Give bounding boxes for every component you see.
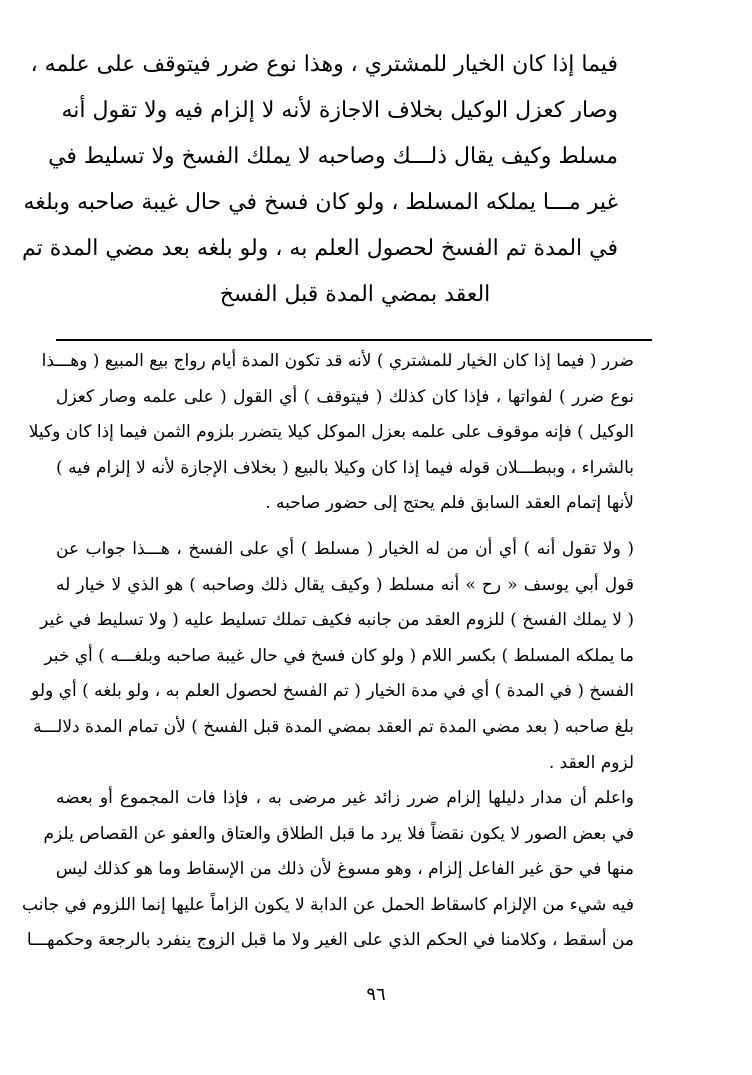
commentary-line: الفسخ ( في المدة ) أي في مدة الخيار ( تم الفسخ لحصول العلم به ، ولو بلغه ) أي ولو [31, 681, 634, 702]
commentary-line: لأنها إتمام العقد السابق فلم يحتج إلى حضور صاحبه . [265, 493, 634, 514]
commentary-line: ( لا يملك الفسخ ) للزوم العقد من جانبه فكيف تملك تسليط عليه ( ولا تسليط في غير [40, 610, 634, 631]
commentary-line: فيه شيء من الإلزام كاسقاط الحمل عن الدابة لا يكون الزاماً عليها إنما اللزوم في جانب [22, 894, 634, 915]
commentary-line: بالشراء ، وببطـــلان قوله فيما إذا كان وكيلا بالبيع ( بخلاف الإجازة لأنه لا إلزام فيه ) [56, 457, 634, 478]
commentary-line: واعلم أن مدار دليلها إلزام ضرر زائد غير مرضى به ، فإذا فات المجموع أو بعضه [56, 788, 634, 808]
commentary-paragraph [31, 532, 634, 781]
commentary-paragraph [22, 781, 634, 959]
main-text [22, 42, 618, 318]
commentary-line: قول أبي يوسف « رح » أنه مسلط ( وكيف يقال ذلك وصاحبه ) هو الذي لا خيار له [56, 574, 634, 595]
main-text-line: فيما إذا كان الخيار للمشتري ، وهذا نوع ضرر فيتوقف على علمه ، [30, 52, 618, 77]
commentary-line: الوكيل ) فإنه موقوف على علمه بعزل الموكل كيلا يتضرر بلزوم الثمن فيما إذا كان وكيلا [28, 422, 634, 443]
commentary-line: بلغ صاحبه ( بعد مضي المدة تم العقد بمضي المدة قبل الفسخ ) لأن تمام المدة دلالـــة [33, 716, 634, 737]
divider [56, 339, 652, 341]
commentary-line: ( ولا تقول أنه ) أي أن من له الخيار ( مسلط ) أي على الفسخ ، هـــذا جواب عن [56, 539, 634, 559]
commentary-line: ضرر ( فيما إذا كان الخيار للمشتري ) لأنه قد تكون المدة أيام رواج بيع المبيع ( وهـــذا [41, 351, 634, 371]
commentary-line: منها في حق غير الفاعل إلزام ، وهو مسوغ لأن ذلك من الإسقاط وما هو كذلك ليس [55, 859, 634, 880]
commentary-line: في بعض الصور لا يكون نقضاً فلا يرد ما قبل الطلاق والعتاق والعفو عن القصاص يلزم [43, 823, 634, 844]
main-text-line: في المدة تم الفسخ لحصول العلم به ، ولو بلغه بعد مضي المدة تم [22, 236, 618, 261]
commentary-line: من أسقط ، وكلامنا في الحكم الذي على الغير ولا ما قبل الزوج ينفرد بالرجعة وحكمهـــا [26, 930, 634, 951]
commentary-line: لزوم العقد . [548, 752, 634, 773]
main-text-line: العقد بمضي المدة قبل الفسخ [219, 282, 491, 307]
main-text-line: وصار كعزل الوكيل بخلاف الاجازة لأنه لا إلزام فيه ولا تقول أنه [61, 98, 618, 123]
main-text-line: غير مـــا يملكه المسلط ، ولو كان فسخ في حال غيبة صاحبه وبلغه [23, 190, 618, 215]
commentary-line: ما يملكه المسلط ) بكسر اللام ( ولو كان فسخ في حال غيبة صاحبه وبلغـــه ) أي خبر [44, 645, 634, 666]
main-text-line: مسلط وكيف يقال ذلـــك وصاحبه لا يملك الفسخ ولا تسليط في [48, 144, 618, 169]
commentary-line: نوع ضرر ) لفواتها ، فإذا كان كذلك ( فيتوقف ) أي القول ( على علمه وصار كعزل [56, 386, 634, 407]
commentary-paragraph [28, 344, 634, 522]
page-number: ٩٦ [366, 984, 386, 1005]
